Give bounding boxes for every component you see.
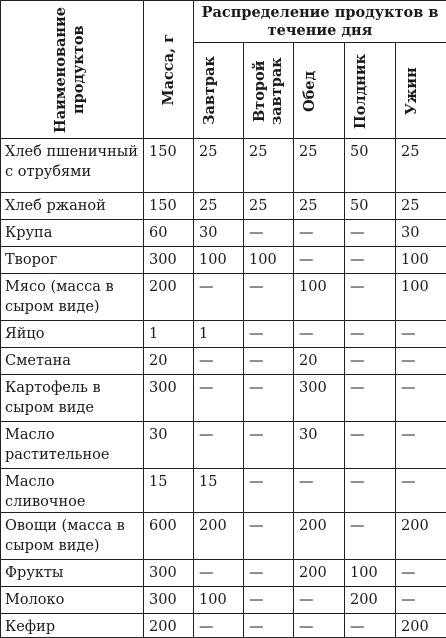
meal-value-cell: 25 (294, 139, 345, 193)
meal-value-cell: 100 (194, 247, 244, 274)
meal-value-cell: — (396, 587, 446, 614)
table-row (1, 375, 446, 422)
meal-value-cell: — (194, 375, 244, 422)
meal-value-cell: 200 (345, 587, 396, 614)
mass-cell: 300 (144, 375, 194, 422)
product-name-cell: Кефир (1, 614, 144, 638)
mass-cell: 150 (144, 139, 194, 193)
header-product-name (1, 1, 144, 139)
meal-value-cell: 25 (244, 193, 294, 220)
meal-value-cell: — (396, 422, 446, 469)
meal-value-cell: 1 (194, 321, 244, 348)
meal-value-cell: 200 (396, 614, 446, 638)
meal-value-cell: — (194, 614, 244, 638)
meal-value-cell: 100 (294, 274, 345, 321)
meal-value-cell: 25 (396, 193, 446, 220)
meal-value-cell: — (294, 247, 345, 274)
meal-value-cell: — (294, 587, 345, 614)
table-row (1, 321, 446, 348)
meal-value-cell: 25 (194, 193, 244, 220)
meal-value-cell: — (345, 614, 396, 638)
meal-value-cell: 100 (396, 274, 446, 321)
meal-value-cell: — (294, 469, 345, 513)
mass-cell: 300 (144, 247, 194, 274)
meal-value-cell: — (244, 375, 294, 422)
meal-value-cell: 200 (294, 560, 345, 587)
mass-cell: 200 (144, 274, 194, 321)
meal-value-cell: — (345, 247, 396, 274)
table-row (1, 274, 446, 321)
mass-cell: 30 (144, 422, 194, 469)
meal-value-cell: 25 (396, 139, 446, 193)
product-name-cell: Овощи (масса в сыром виде) (1, 513, 144, 560)
meal-value-cell: 20 (294, 348, 345, 375)
table-row (1, 348, 446, 375)
meal-value-cell: — (244, 513, 294, 560)
meal-value-cell: — (345, 469, 396, 513)
header-distribution: Распределение продуктов в течение дня (194, 1, 446, 43)
meal-value-cell: — (396, 348, 446, 375)
meal-value-cell: — (244, 274, 294, 321)
meal-value-cell: — (345, 274, 396, 321)
meal-value-cell: 25 (194, 139, 244, 193)
header-product-name-text: Наименование продуктов (52, 6, 92, 134)
meal-value-cell: 50 (345, 139, 396, 193)
meal-value-cell: 300 (294, 375, 345, 422)
meal-value-cell: — (244, 321, 294, 348)
mass-cell: 300 (144, 587, 194, 614)
header-meal (396, 43, 446, 139)
header-meal (244, 43, 294, 139)
meal-value-cell: — (194, 560, 244, 587)
meal-value-cell: — (294, 614, 345, 638)
mass-cell: 200 (144, 614, 194, 638)
meal-value-cell: — (244, 220, 294, 247)
meal-value-cell: 200 (396, 513, 446, 560)
header-meal-text: Ужин (403, 51, 439, 131)
table-row (1, 560, 446, 587)
product-name-cell: Хлеб пшеничный с отрубями (1, 139, 144, 193)
product-name-cell: Сметана (1, 348, 144, 375)
mass-cell: 150 (144, 193, 194, 220)
meal-value-cell: — (194, 274, 244, 321)
table-row (1, 469, 446, 513)
meal-value-cell: 25 (294, 193, 345, 220)
meal-value-cell: — (244, 560, 294, 587)
header-meal-text: Второй завтрак (251, 51, 287, 131)
meal-value-cell: — (345, 348, 396, 375)
product-name-cell: Масло растительное (1, 422, 144, 469)
product-name-cell: Молоко (1, 587, 144, 614)
meal-value-cell: — (294, 220, 345, 247)
meal-value-cell: — (345, 513, 396, 560)
meal-value-cell: 30 (294, 422, 345, 469)
meal-value-cell: 15 (194, 469, 244, 513)
meal-value-cell: — (244, 587, 294, 614)
header-meal-text: Завтрак (201, 51, 237, 131)
mass-cell: 300 (144, 560, 194, 587)
mass-cell: 15 (144, 469, 194, 513)
header-meal-text: Обед (301, 51, 337, 131)
meal-value-cell: — (244, 614, 294, 638)
table-row (1, 220, 446, 247)
meal-value-cell: — (345, 422, 396, 469)
table-row (1, 139, 446, 193)
product-name-cell: Хлеб ржаной (1, 193, 144, 220)
table-row (1, 247, 446, 274)
mass-cell: 1 (144, 321, 194, 348)
meal-value-cell: 30 (194, 220, 244, 247)
meal-value-cell: — (396, 321, 446, 348)
product-name-cell: Яйцо (1, 321, 144, 348)
meal-value-cell: 30 (396, 220, 446, 247)
product-name-cell: Картофель в сыром виде (1, 375, 144, 422)
meal-value-cell: 200 (294, 513, 345, 560)
meal-value-cell: — (345, 321, 396, 348)
table-row (1, 614, 446, 638)
meal-value-cell: 25 (244, 139, 294, 193)
meal-value-cell: 50 (345, 193, 396, 220)
meal-value-cell: 100 (345, 560, 396, 587)
table-row (1, 513, 446, 560)
product-name-cell: Крупа (1, 220, 144, 247)
product-name-cell: Масло сливочное (1, 469, 144, 513)
meal-value-cell: — (244, 422, 294, 469)
table-row (1, 422, 446, 469)
mass-cell: 60 (144, 220, 194, 247)
meal-value-cell: — (194, 422, 244, 469)
meal-value-cell: — (244, 348, 294, 375)
mass-cell: 600 (144, 513, 194, 560)
header-meal (345, 43, 396, 139)
meal-value-cell: 100 (194, 587, 244, 614)
table-row (1, 587, 446, 614)
meal-value-cell: 100 (396, 247, 446, 274)
meal-value-cell: — (244, 469, 294, 513)
header-mass (144, 1, 194, 139)
table-row (1, 193, 446, 220)
product-name-cell: Творог (1, 247, 144, 274)
meal-value-cell: — (345, 375, 396, 422)
meal-value-cell: — (194, 348, 244, 375)
meal-value-cell: — (294, 321, 345, 348)
header-meal (194, 43, 244, 139)
mass-cell: 20 (144, 348, 194, 375)
meal-value-cell: 200 (194, 513, 244, 560)
product-name-cell: Мясо (масса в сыром виде) (1, 274, 144, 321)
meal-value-cell: — (345, 220, 396, 247)
header-meal (294, 43, 345, 139)
header-meal-text: Полдник (352, 51, 388, 131)
meal-value-cell: — (396, 560, 446, 587)
header-mass-text: Масса, г (159, 34, 179, 105)
meal-value-cell: — (396, 469, 446, 513)
meal-value-cell: — (396, 375, 446, 422)
meal-value-cell: 100 (244, 247, 294, 274)
product-name-cell: Фрукты (1, 560, 144, 587)
